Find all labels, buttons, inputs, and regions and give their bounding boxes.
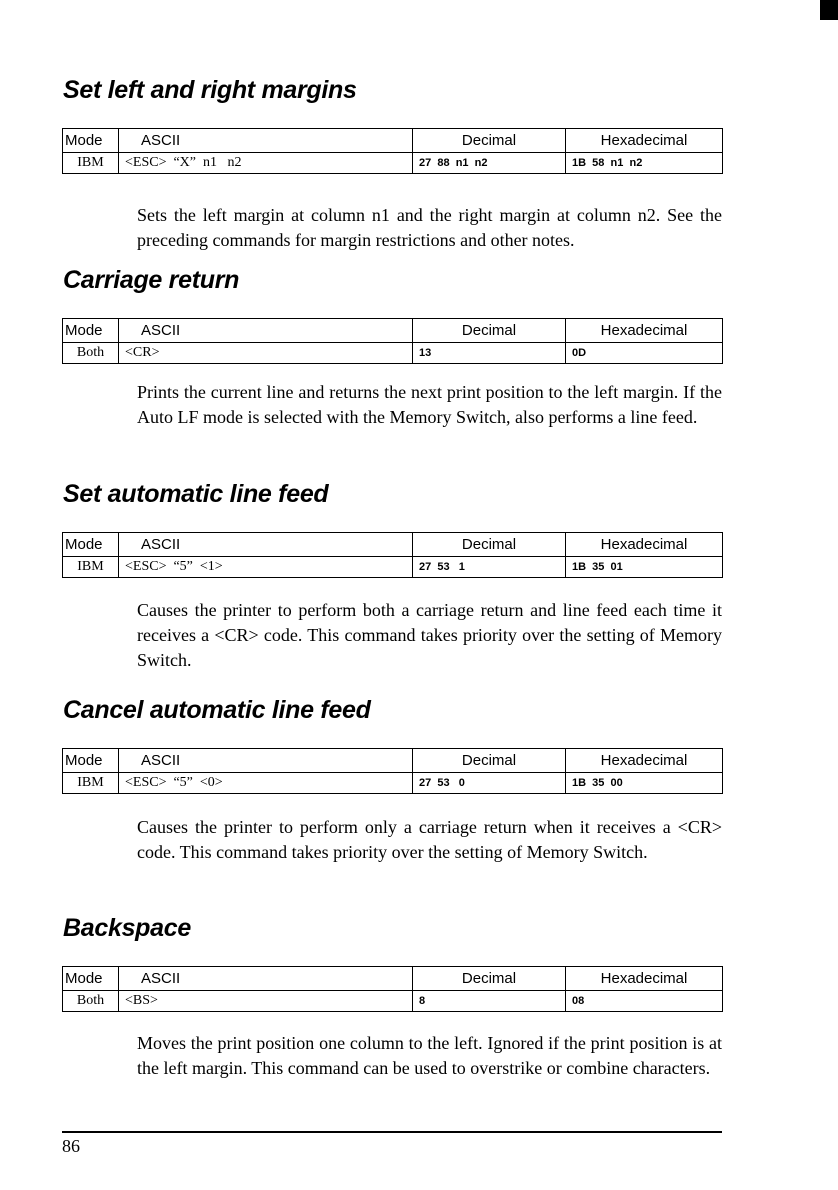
decimal-cell: 13 [413, 343, 566, 364]
header-mode: Mode [63, 749, 119, 773]
hex-cell: 1B 58 n1 n2 [566, 153, 723, 174]
header-decimal: Decimal [413, 129, 566, 153]
header-ascii: ASCII [119, 129, 413, 153]
command-table [62, 748, 723, 794]
mode-cell: Both [63, 991, 119, 1012]
mode-cell: Both [63, 343, 119, 364]
decimal-cell: 8 [413, 991, 566, 1012]
header-decimal: Decimal [413, 967, 566, 991]
command-table [62, 532, 723, 578]
ascii-cell: <ESC> “5” <0> [119, 773, 413, 794]
header-ascii: ASCII [119, 967, 413, 991]
decimal-cell: 27 53 0 [413, 773, 566, 794]
ascii-cell: <ESC> “X” n1 n2 [119, 153, 413, 174]
header-ascii: ASCII [119, 319, 413, 343]
ascii-cell: <CR> [119, 343, 413, 364]
hex-cell: 1B 35 01 [566, 557, 723, 578]
ascii-cell: <BS> [119, 991, 413, 1012]
decimal-cell: 27 88 n1 n2 [413, 153, 566, 174]
section-title: Backspace [63, 914, 191, 942]
command-table [62, 128, 723, 174]
header-mode: Mode [63, 319, 119, 343]
ascii-cell: <ESC> “5” <1> [119, 557, 413, 578]
header-decimal: Decimal [413, 319, 566, 343]
header-hex: Hexadecimal [566, 319, 723, 343]
header-decimal: Decimal [413, 749, 566, 773]
mode-cell: IBM [63, 153, 119, 174]
section-title: Set left and right margins [63, 76, 357, 104]
header-mode: Mode [63, 533, 119, 557]
command-table [62, 318, 723, 364]
section-description: Causes the printer to perform both a carriage return and line feed each time it receives a <CR> code. This command takes priority over the setting of Memory Switch. [137, 600, 722, 670]
section-title: Carriage return [63, 266, 240, 294]
section-description: Moves the print position one column to the left. Ignored if the print position is at the left margin. This command can be used to overstrike or combine characters. [137, 1033, 722, 1078]
scan-mark [820, 0, 838, 20]
footer-rule [62, 1131, 722, 1133]
section-description: Causes the printer to perform only a carriage return when it receives a <CR> code. This command takes priority over the setting of Memory Switch. [137, 817, 722, 862]
header-hex: Hexadecimal [566, 967, 723, 991]
header-hex: Hexadecimal [566, 129, 723, 153]
command-table [62, 966, 723, 1012]
decimal-cell: 27 53 1 [413, 557, 566, 578]
header-ascii: ASCII [119, 749, 413, 773]
hex-cell: 0D [566, 343, 723, 364]
header-decimal: Decimal [413, 533, 566, 557]
section-title: Cancel automatic line feed [63, 696, 371, 724]
mode-cell: IBM [63, 557, 119, 578]
section-title: Set automatic line feed [63, 480, 329, 508]
header-hex: Hexadecimal [566, 749, 723, 773]
header-ascii: ASCII [119, 533, 413, 557]
header-mode: Mode [63, 129, 119, 153]
section-description: Sets the left margin at column n1 and the right margin at column n2. See the preceding commands for margin restrictions and other notes. [137, 205, 722, 250]
header-hex: Hexadecimal [566, 533, 723, 557]
header-mode: Mode [63, 967, 119, 991]
hex-cell: 1B 35 00 [566, 773, 723, 794]
page-number: 86 [62, 1136, 80, 1156]
hex-cell: 08 [566, 991, 723, 1012]
mode-cell: IBM [63, 773, 119, 794]
section-description: Prints the current line and returns the next print position to the left margin. If the Auto LF mode is selected with the Memory Switch, also performs a line feed. [137, 382, 722, 427]
